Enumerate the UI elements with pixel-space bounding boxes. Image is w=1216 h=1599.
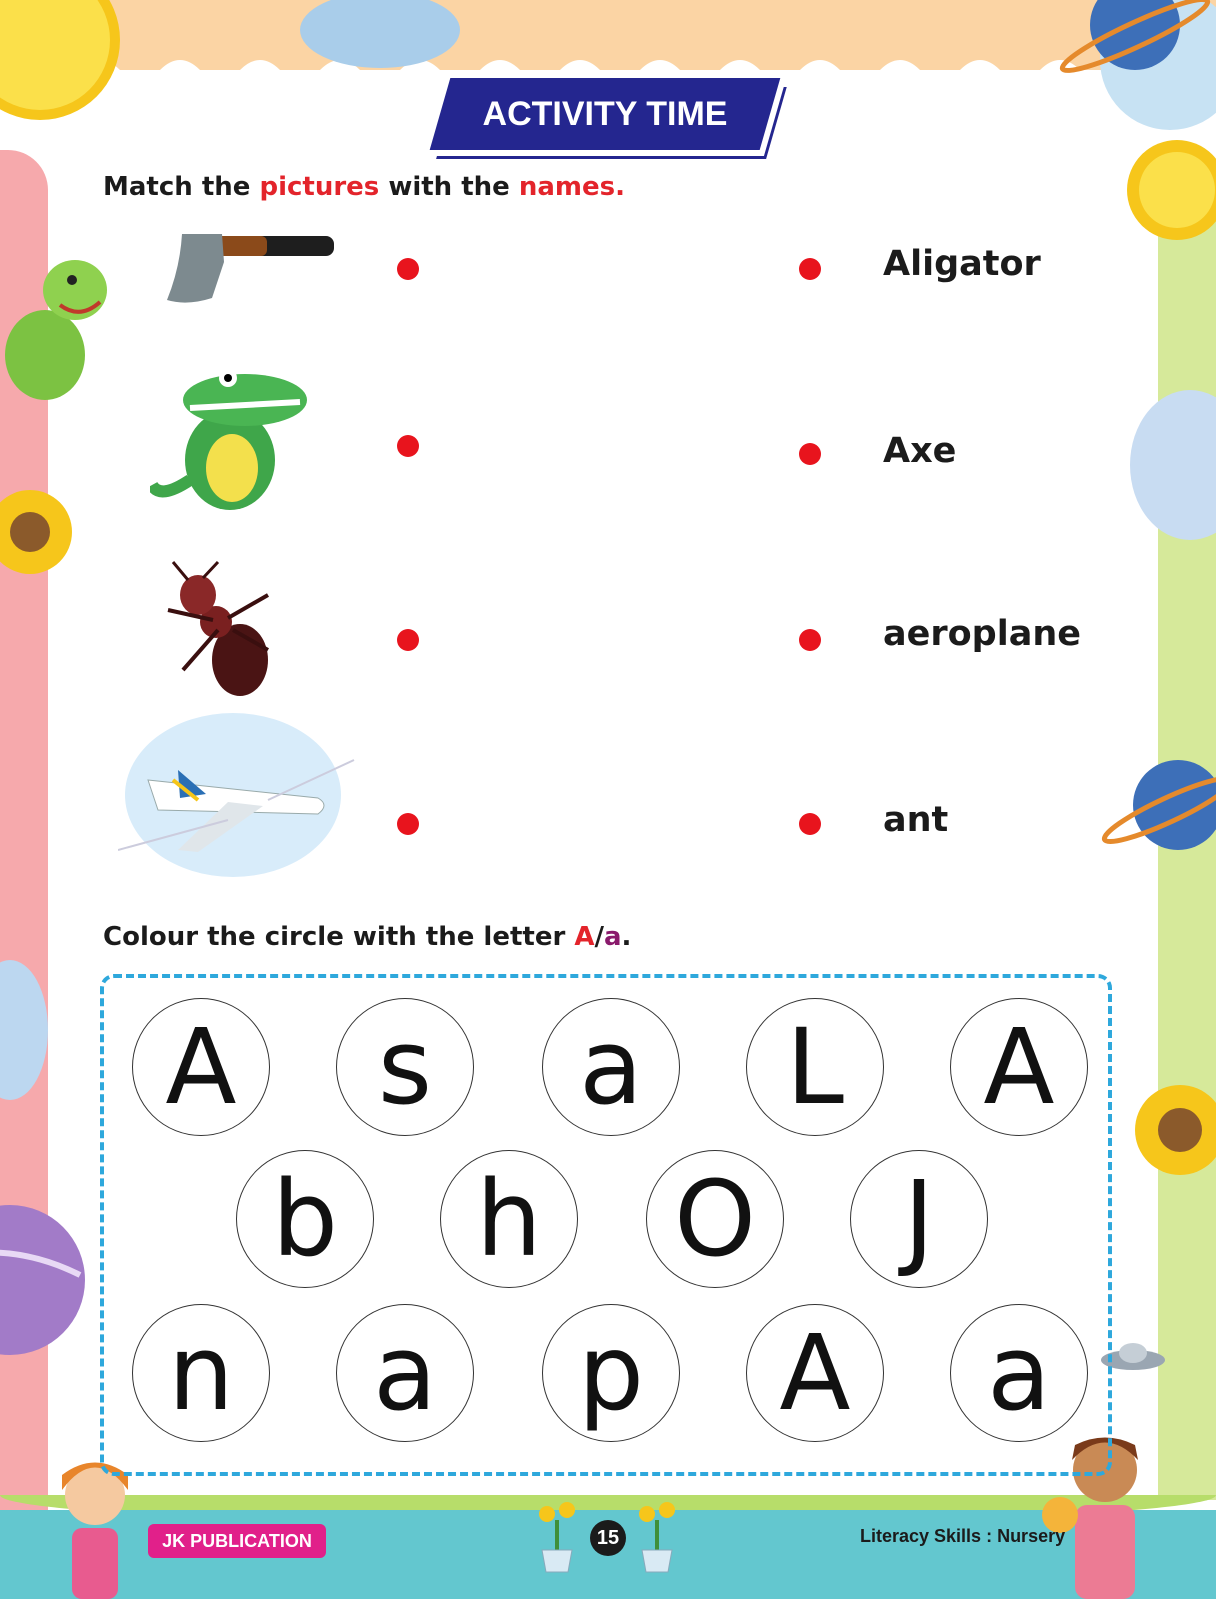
dinosaur-icon: [0, 240, 110, 410]
colour-instruction: [103, 922, 631, 952]
left-dot-2[interactable]: [397, 435, 419, 457]
letter-circle[interactable]: n: [132, 1304, 270, 1442]
left-dot-4[interactable]: [397, 813, 419, 835]
aeroplane-icon: [118, 710, 358, 890]
letter-slash: /: [594, 922, 604, 952]
letter-circle[interactable]: A: [746, 1304, 884, 1442]
right-dot-2[interactable]: [799, 443, 821, 465]
sun-icon: [0, 0, 120, 130]
page-number: 15: [590, 1520, 626, 1556]
letter-upper: A: [574, 922, 595, 952]
letter-circle[interactable]: s: [336, 998, 474, 1136]
letter-circle[interactable]: J: [850, 1150, 988, 1288]
cloud-right-icon: [1120, 385, 1216, 545]
letter-circle[interactable]: a: [950, 1304, 1088, 1442]
planet-right-icon: [1098, 750, 1216, 865]
publisher-badge: JK PUBLICATION: [148, 1524, 326, 1558]
names-word: names.: [518, 172, 626, 202]
cloud-icon: [300, 0, 460, 70]
book-title: Literacy Skills : Nursery: [860, 1526, 1066, 1546]
flower-pot-icon: [532, 1500, 582, 1575]
letter-circle[interactable]: a: [336, 1304, 474, 1442]
letter-circle[interactable]: L: [746, 998, 884, 1136]
ant-icon: [158, 560, 278, 700]
match-prefix: Match the: [103, 172, 260, 202]
letter-circle[interactable]: A: [950, 998, 1088, 1136]
sun-small-icon: [1112, 130, 1216, 250]
purple-planet-icon: [0, 1155, 85, 1405]
sunflower-right-icon: [1118, 1075, 1216, 1185]
left-dot-1[interactable]: [397, 258, 419, 280]
pictures-word: pictures: [259, 172, 380, 202]
colour-suffix: .: [621, 922, 632, 952]
match-instruction: [103, 172, 625, 202]
axe-icon: [162, 228, 342, 308]
banner-title: ACTIVITY TIME: [482, 95, 728, 133]
left-dot-3[interactable]: [397, 629, 419, 651]
letter-circle[interactable]: h: [440, 1150, 578, 1288]
name-item: Aligator: [883, 244, 1041, 284]
flower-pot-icon: [632, 1500, 682, 1575]
name-item: aeroplane: [883, 614, 1081, 654]
planet-icon: [1040, 0, 1216, 150]
letter-circle[interactable]: O: [646, 1150, 784, 1288]
letter-circle[interactable]: A: [132, 998, 270, 1136]
letter-circle[interactable]: a: [542, 998, 680, 1136]
cloud-left-icon: [0, 960, 50, 1100]
right-dot-1[interactable]: [799, 258, 821, 280]
right-dot-4[interactable]: [799, 813, 821, 835]
right-dot-3[interactable]: [799, 629, 821, 651]
colour-prefix: Colour the circle with the letter: [103, 922, 575, 952]
sunflower-icon: [0, 480, 75, 585]
letter-circle[interactable]: p: [542, 1304, 680, 1442]
name-item: Axe: [883, 431, 957, 471]
match-middle: with the: [379, 172, 519, 202]
alligator-icon: [150, 360, 310, 520]
name-item: ant: [883, 800, 949, 840]
letter-circle[interactable]: b: [236, 1150, 374, 1288]
letter-lower: a: [603, 922, 622, 952]
